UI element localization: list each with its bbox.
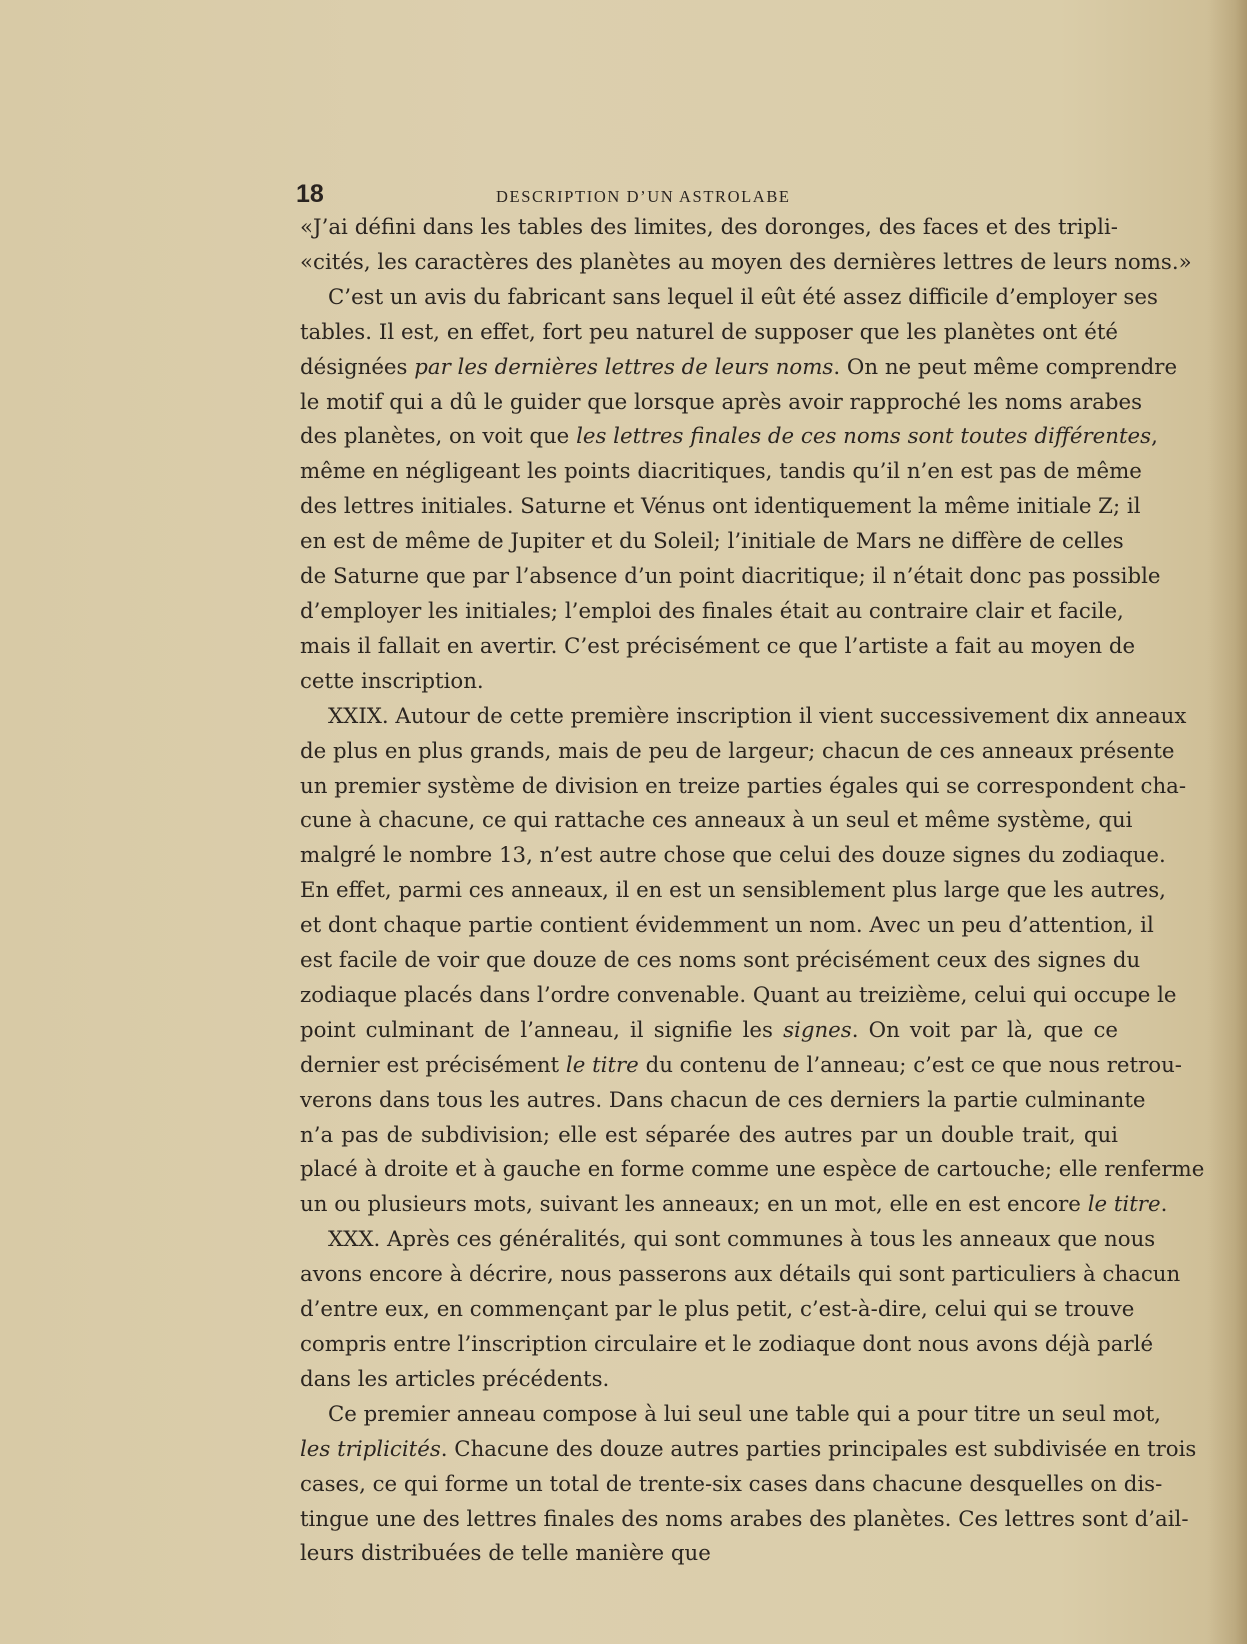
text-line: En effet, parmi ces anneaux, il en est un sensiblement plus large que les autres,: [300, 878, 1166, 904]
text-line: Ce premier anneau compose à lui seul une table qui a pour titre un seul mot,: [328, 1401, 1161, 1427]
running-head: [296, 180, 1116, 214]
text-line: un ou plusieurs mots, suivant les anneaux; en un mot, elle en est encore le titre.: [300, 1192, 1168, 1218]
text-line: même en négligeant les points diacritiques, tandis qu’il n’en est pas de même: [300, 459, 1142, 485]
text-line: cases, ce qui forme un total de trente-six cases dans chacune desquelles on dis-: [300, 1471, 1163, 1497]
text-line: «J’ai défini dans les tables des limites, des doronges, des faces et des tripli-: [300, 215, 1118, 240]
page-number: 18: [296, 180, 324, 208]
text-line: un premier système de division en treize parties égales qui se correspondent cha-: [300, 773, 1187, 799]
italic-phrase: les triplicités: [300, 1436, 441, 1462]
text-line: placé à droite et à gauche en forme comme une espèce de cartouche; elle renferme: [300, 1157, 1205, 1183]
text-line: des planètes, on voit que les lettres finales de ces noms sont toutes différentes,: [300, 424, 1158, 450]
text-line: malgré le nombre 13, n’est autre chose que celui des douze signes du zodiaque.: [300, 843, 1166, 869]
text-line: les triplicités. Chacune des douze autres parties principales est subdivisée en trois: [300, 1436, 1197, 1462]
text-line: zodiaque placés dans l’ordre convenable. Quant au treizième, celui qui occupe le: [300, 982, 1177, 1008]
text-line: «cités, les caractères des planètes au moyen des dernières lettres de leurs noms.»: [300, 249, 1192, 275]
text-line: mais il fallait en avertir. C’est précisément ce que l’artiste a fait au moyen de: [300, 633, 1136, 659]
text-line: compris entre l’inscription circulaire et le zodiaque dont nous avons déjà parlé: [300, 1332, 1154, 1357]
italic-phrase: par les dernières lettres de leurs noms: [414, 354, 834, 380]
text-line: n’a pas de subdivision; elle est séparée des autres par un double trait, qui: [300, 1122, 1118, 1148]
text-line: désignées par les dernières lettres de leurs noms. On ne peut même comprendre: [300, 354, 1178, 380]
text-line: C’est un avis du fabricant sans lequel il eût été assez difficile d’employer ses: [328, 284, 1158, 310]
page-edge-shadow: [1207, 0, 1247, 1644]
text-line: et dont chaque partie contient évidemment un nom. Avec un peu d’attention, il: [300, 913, 1154, 939]
italic-phrase: le titre: [1087, 1192, 1161, 1218]
text-line: des lettres initiales. Saturne et Vénus ont identiquement la même initiale Z; il: [300, 494, 1141, 520]
text-line: tables. Il est, en effet, fort peu naturel de supposer que les planètes ont été: [300, 319, 1118, 345]
text-line: cune à chacune, ce qui rattache ces anneaux à un seul et même système, qui: [300, 808, 1133, 834]
text-line: est facile de voir que douze de ces noms sont précisément ceux des signes du: [300, 948, 1141, 974]
running-title: DESCRIPTION D’UN ASTROLABE: [496, 187, 791, 206]
text-line: XXIX. Autour de cette première inscription il vient successivement dix anneaux: [328, 703, 1187, 729]
text-line: dans les articles précédents.: [300, 1366, 610, 1392]
text-line: verons dans tous les autres. Dans chacun de ces derniers la partie culminante: [300, 1087, 1146, 1113]
text-line: cette inscription.: [300, 668, 484, 694]
text-line: en est de même de Jupiter et du Soleil; l’initiale de Mars ne diffère de celles: [300, 529, 1124, 555]
body-text: [300, 211, 1205, 1572]
text-line: dernier est précisément le titre du contenu de l’anneau; c’est ce que nous retrou-: [300, 1052, 1182, 1078]
text-line: d’employer les initiales; l’emploi des finales était au contraire clair et facile,: [300, 598, 1124, 624]
text-line: le motif qui a dû le guider que lorsque après avoir rapproché les noms arabes: [300, 389, 1143, 415]
text-line: tingue une des lettres finales des noms arabes des planètes. Ces lettres sont d’ail-: [300, 1506, 1189, 1532]
text-line: d’entre eux, en commençant par le plus petit, c’est-à-dire, celui qui se trouve: [300, 1297, 1135, 1323]
italic-phrase: les lettres finales de ces noms sont toutes différentes: [576, 424, 1152, 450]
text-line: de Saturne que par l’absence d’un point diacritique; il n’était donc pas possible: [300, 564, 1161, 590]
text-line: leurs distribuées de telle manière que: [300, 1541, 711, 1567]
text-line: XXX. Après ces généralités, qui sont communes à tous les anneaux que nous: [328, 1227, 1156, 1253]
text-line: avons encore à décrire, nous passerons aux détails qui sont particuliers à chacun: [300, 1262, 1181, 1288]
text-line: point culminant de l’anneau, il signifie les signes. On voit par là, que ce: [300, 1017, 1118, 1043]
italic-phrase: le titre: [565, 1052, 639, 1078]
text-line: de plus en plus grands, mais de peu de largeur; chacun de ces anneaux présente: [300, 738, 1175, 764]
italic-phrase: signes: [783, 1017, 852, 1043]
